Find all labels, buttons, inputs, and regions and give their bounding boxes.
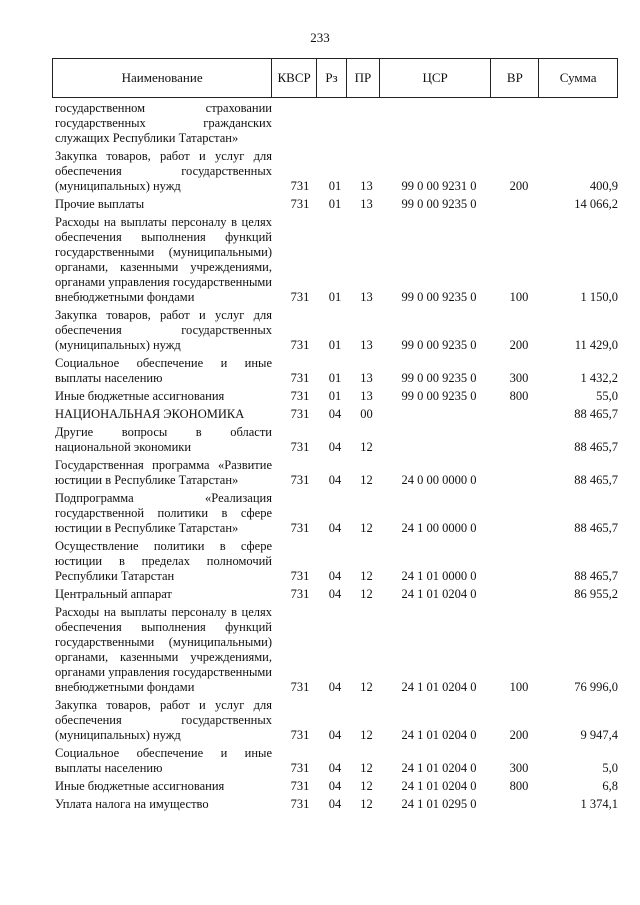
cell-csr: 99 0 00 9231 0 [401, 179, 477, 193]
cell-csr: 99 0 00 9235 0 [401, 197, 477, 211]
column-header-kvsr: КВСР [272, 59, 317, 97]
cell-kvsr: 731 [290, 797, 310, 811]
cell-pr: 13 [360, 290, 373, 304]
cell-sum: 88 465,7 [574, 440, 618, 454]
cell-pr: 12 [360, 473, 373, 487]
cell-rz: 01 [328, 338, 342, 352]
table-row [52, 539, 618, 584]
table-row [52, 389, 618, 404]
cell-kvsr: 731 [290, 779, 310, 793]
cell-sum: 1 432,2 [580, 371, 618, 385]
cell-kvsr: 731 [290, 338, 310, 352]
cell-rz: 04 [328, 569, 342, 583]
table-row [52, 587, 618, 602]
column-header-csr: ЦСР [380, 59, 492, 97]
cell-kvsr: 731 [290, 587, 310, 601]
cell-kvsr: 731 [290, 407, 310, 421]
cell-sum: 55,0 [596, 389, 618, 403]
cell-pr: 12 [360, 728, 373, 742]
cell-name: государственном страховании государственных гражданских служащих Республики Татарстан» [55, 101, 272, 145]
cell-name: Иные бюджетные ассигнования [55, 389, 225, 403]
table-row [52, 425, 618, 455]
cell-sum: 1 150,0 [580, 290, 618, 304]
cell-name: Государственная программа «Развитие юстиции в Республике Татарстан» [55, 458, 272, 487]
cell-sum: 88 465,7 [574, 569, 618, 583]
cell-vr: 800 [509, 389, 529, 403]
cell-sum: 88 465,7 [574, 473, 618, 487]
cell-name: Другие вопросы в области национальной экономики [55, 425, 272, 454]
table-row [52, 215, 618, 305]
cell-kvsr: 731 [290, 680, 310, 694]
column-header-sum: Сумма [559, 70, 597, 85]
cell-vr: 100 [509, 680, 529, 694]
cell-rz: 04 [328, 728, 342, 742]
cell-vr: 200 [509, 338, 529, 352]
cell-pr: 12 [360, 779, 373, 793]
cell-rz: 01 [328, 179, 342, 193]
table-row [52, 797, 618, 812]
table-row [52, 779, 618, 794]
cell-sum: 86 955,2 [574, 587, 618, 601]
cell-rz: 04 [328, 440, 342, 454]
cell-vr: 200 [509, 179, 529, 193]
cell-pr: 12 [360, 797, 373, 811]
cell-csr: 24 1 01 0204 0 [401, 761, 477, 775]
cell-pr: 12 [360, 569, 373, 583]
cell-rz: 01 [328, 197, 342, 211]
table-row [52, 356, 618, 386]
cell-sum: 5,0 [602, 761, 618, 775]
cell-pr: 12 [360, 680, 373, 694]
cell-rz: 04 [328, 521, 342, 535]
cell-name: Социальное обеспечение и иные выплаты населению [55, 356, 272, 385]
cell-csr: 99 0 00 9235 0 [401, 290, 477, 304]
cell-sum: 400,9 [589, 179, 618, 193]
cell-pr: 13 [360, 371, 373, 385]
table-row [52, 197, 618, 212]
column-header-vr: ВР [491, 59, 539, 97]
cell-csr: 24 1 01 0204 0 [401, 779, 477, 793]
cell-csr: 99 0 00 9235 0 [401, 371, 477, 385]
cell-kvsr: 731 [290, 179, 310, 193]
cell-vr: 300 [509, 761, 529, 775]
cell-vr: 200 [509, 728, 529, 742]
cell-pr: 12 [360, 521, 373, 535]
cell-rz: 04 [328, 407, 342, 421]
cell-pr: 12 [360, 761, 373, 775]
cell-rz: 01 [328, 290, 342, 304]
cell-pr: 12 [360, 587, 373, 601]
cell-sum: 9 947,4 [580, 728, 618, 742]
table-row [52, 407, 618, 422]
cell-csr: 24 1 01 0204 0 [401, 587, 477, 601]
cell-pr: 00 [360, 407, 373, 421]
column-header-name: Наименование [53, 59, 272, 97]
cell-rz: 04 [328, 779, 342, 793]
cell-rz: 04 [328, 587, 342, 601]
cell-rz: 04 [328, 761, 342, 775]
cell-csr: 99 0 00 9235 0 [401, 338, 477, 352]
cell-rz: 01 [328, 371, 342, 385]
cell-kvsr: 731 [290, 371, 310, 385]
cell-sum: 6,8 [602, 779, 618, 793]
table-body [52, 101, 618, 815]
cell-name: Расходы на выплаты персоналу в целях обеспечения выполнения функций государственными (муниципальными) органами, казенными учреждениями, органами управления государственными внебюджетными фондами [55, 215, 272, 304]
cell-sum: 88 465,7 [574, 521, 618, 535]
cell-csr: 24 1 01 0000 0 [401, 569, 477, 583]
cell-name: НАЦИОНАЛЬНАЯ ЭКОНОМИКА [55, 407, 245, 421]
cell-kvsr: 731 [290, 389, 310, 403]
cell-rz: 01 [328, 389, 342, 403]
cell-name: Социальное обеспечение и иные выплаты населению [55, 746, 272, 775]
column-header-pr: ПР [347, 59, 380, 97]
cell-sum: 76 996,0 [574, 680, 618, 694]
cell-sum: 1 374,1 [580, 797, 618, 811]
cell-name: Закупка товаров, работ и услуг для обеспечения государственных (муниципальных) нужд [55, 698, 272, 742]
cell-csr: 24 1 01 0295 0 [401, 797, 477, 811]
cell-name: Иные бюджетные ассигнования [55, 779, 225, 793]
cell-csr: 24 0 00 0000 0 [401, 473, 477, 487]
table-row [52, 746, 618, 776]
cell-name: Подпрограмма «Реализация государственной политики в сфере юстиции в Республике Татарстан» [55, 491, 272, 535]
cell-kvsr: 731 [290, 473, 310, 487]
page-number: 233 [310, 30, 330, 45]
cell-rz: 04 [328, 797, 342, 811]
cell-vr: 100 [509, 290, 529, 304]
cell-sum: 88 465,7 [574, 407, 618, 421]
table-row [52, 605, 618, 695]
cell-sum: 14 066,2 [574, 197, 618, 211]
cell-name: Закупка товаров, работ и услуг для обеспечения государственных (муниципальных) нужд [55, 149, 272, 193]
cell-csr: 99 0 00 9235 0 [401, 389, 477, 403]
table-row [52, 101, 618, 146]
table-row [52, 458, 618, 488]
cell-csr: 24 1 01 0204 0 [401, 680, 477, 694]
column-header-rz: Рз [317, 59, 347, 97]
cell-pr: 13 [360, 338, 373, 352]
cell-rz: 04 [328, 680, 342, 694]
cell-vr: 300 [509, 371, 529, 385]
cell-kvsr: 731 [290, 521, 310, 535]
cell-kvsr: 731 [290, 761, 310, 775]
cell-vr: 800 [509, 779, 529, 793]
cell-rz: 04 [328, 473, 342, 487]
cell-name: Расходы на выплаты персоналу в целях обеспечения выполнения функций государственными (муниципальными) органами, казенными учреждениями, органами управления государственными внебюджетными фондами [55, 605, 272, 694]
cell-name: Центральный аппарат [55, 587, 172, 601]
cell-pr: 12 [360, 440, 373, 454]
cell-pr: 13 [360, 179, 373, 193]
cell-kvsr: 731 [290, 197, 310, 211]
cell-csr: 24 1 00 0000 0 [401, 521, 477, 535]
table-row [52, 149, 618, 194]
table-header [52, 58, 618, 98]
cell-name: Уплата налога на имущество [55, 797, 209, 811]
table-row [52, 308, 618, 353]
cell-name: Прочие выплаты [55, 197, 145, 211]
cell-sum: 11 429,0 [574, 338, 618, 352]
cell-name: Осуществление политики в сфере юстиции в пределах полномочий Республики Татарстан [55, 539, 272, 583]
cell-kvsr: 731 [290, 440, 310, 454]
row-gap [52, 812, 618, 815]
cell-kvsr: 731 [290, 728, 310, 742]
table-row [52, 491, 618, 536]
cell-csr: 24 1 01 0204 0 [401, 728, 477, 742]
table-row [52, 698, 618, 743]
cell-pr: 13 [360, 389, 373, 403]
cell-name: Закупка товаров, работ и услуг для обеспечения государственных (муниципальных) нужд [55, 308, 272, 352]
cell-kvsr: 731 [290, 569, 310, 583]
cell-kvsr: 731 [290, 290, 310, 304]
cell-pr: 13 [360, 197, 373, 211]
